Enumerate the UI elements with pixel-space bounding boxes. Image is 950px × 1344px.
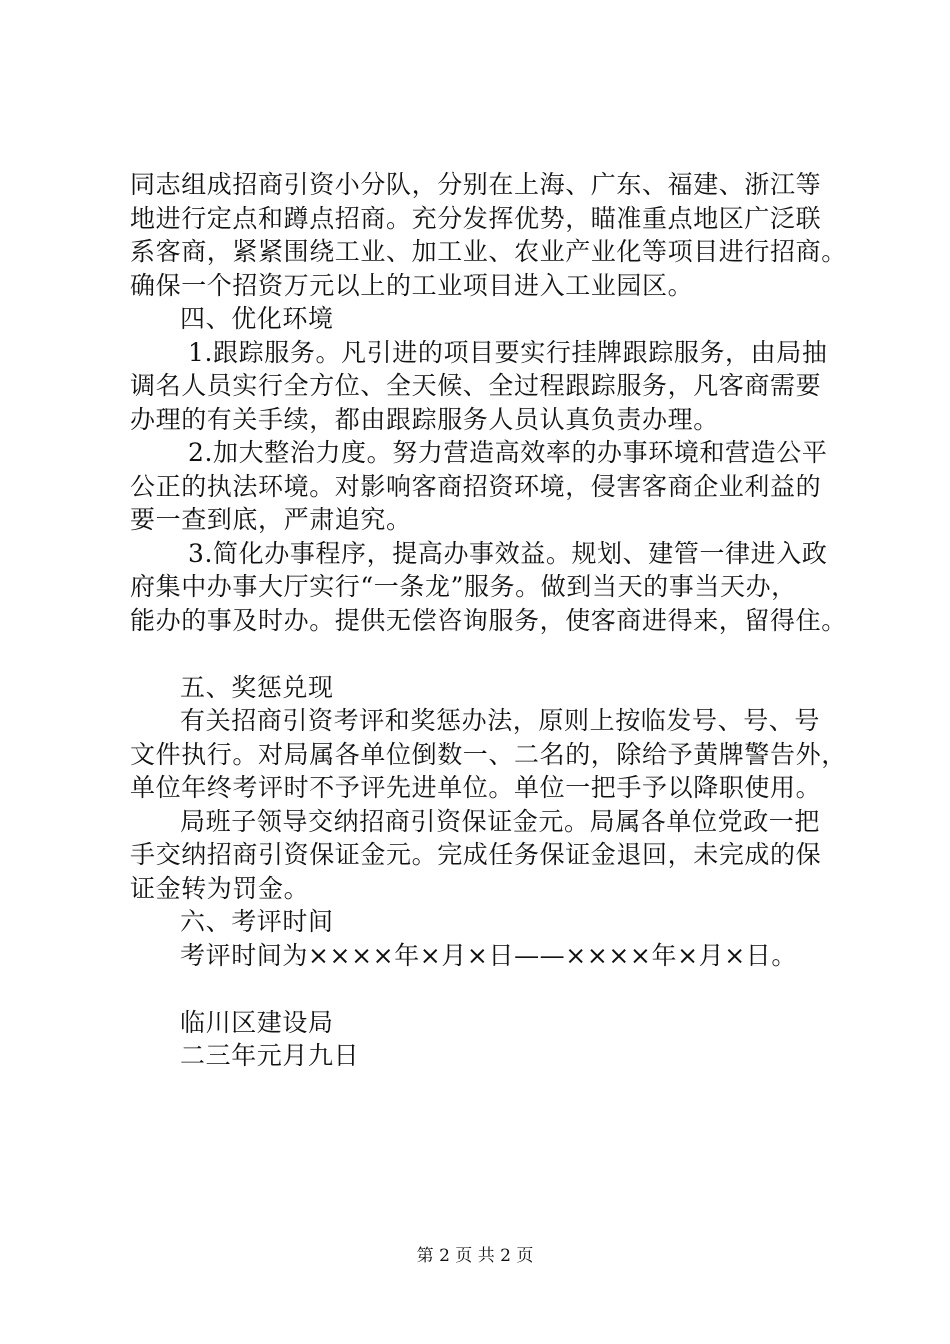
text-line: 能办的事及时办。提供无偿咨询服务，使客商进得来，留得住。 — [130, 605, 847, 635]
text-line: 3.简化办事程序，提高办事效益。规划、建管一律进入政 — [188, 538, 828, 568]
text-line: 调名人员实行全方位、全天候、全过程跟踪服务，凡客商需要 — [130, 371, 822, 400]
text-line: 手交纳招商引资保证金元。完成任务保证金退回，未完成的保 — [130, 840, 822, 869]
text-line: 临川区建设局 — [180, 1007, 334, 1037]
text-line: 考评时间为××××年×月×日——××××年×月×日。 — [180, 940, 797, 970]
text-line: 2.加大整治力度。努力营造高效率的办事环境和营造公平 — [188, 438, 828, 467]
text-line: 确保一个招资万元以上的工业项目进入工业园区。 — [130, 270, 694, 300]
text-line: 系客商，紧紧围绕工业、加工业、农业产业化等项目进行招商。 — [130, 237, 847, 266]
text-line: 文件执行。对局属各单位倒数一、二名的，除给予黄牌警告外， — [130, 739, 847, 769]
text-line: 六、考评时间 — [180, 907, 334, 936]
text-line: 办理的有关手续，都由跟踪服务人员认真负责办理。 — [130, 404, 719, 434]
text-line: 府集中办事大厅实行“一条龙”服务。做到当天的事当天办， — [130, 572, 797, 601]
text-line: 四、优化环境 — [180, 304, 334, 333]
text-line: 二三年元月九日 — [180, 1041, 360, 1070]
text-line: 有关招商引资考评和奖惩办法，原则上按临发号、号、号 — [180, 706, 821, 735]
blank-line — [130, 972, 850, 1006]
text-line: 1.跟踪服务。凡引进的项目要实行挂牌跟踪服务，由局抽 — [188, 337, 828, 367]
text-line: 公正的执法环境。对影响客商招资环境，侵害客商企业利益的 — [130, 471, 822, 501]
text-line: 证金转为罚金。 — [130, 873, 310, 903]
text-line: 局班子领导交纳招商引资保证金元。局属各单位党政一把 — [180, 806, 821, 836]
text-line: 要一查到底，严肃追究。 — [130, 505, 412, 534]
text-line: 同志组成招商引资小分队，分别在上海、广东、福建、浙江等 — [130, 170, 822, 199]
document-body — [130, 168, 850, 1073]
text-line: 五、奖惩兑现 — [180, 672, 334, 702]
blank-line — [130, 637, 850, 671]
page-footer: 第 2 页 共 2 页 — [416, 1246, 534, 1266]
text-line: 地进行定点和蹲点招商。充分发挥优势，瞄准重点地区广泛联 — [130, 203, 822, 233]
text-line: 单位年终考评时不予评先进单位。单位一把手予以降职使用。 — [130, 773, 822, 802]
